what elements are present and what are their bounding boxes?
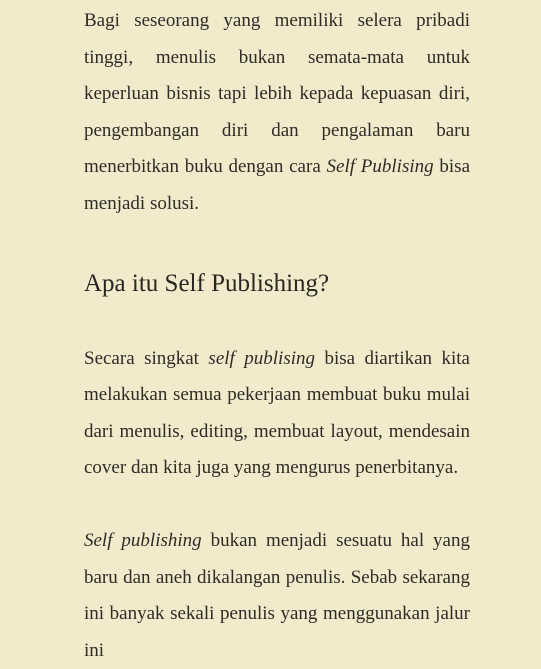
context-paragraph <box>84 523 470 669</box>
intro-paragraph <box>84 3 470 223</box>
section-heading: Apa itu Self Publishing? <box>84 269 330 297</box>
context-emphasis: Self publishing <box>84 529 202 551</box>
article-body <box>84 3 470 669</box>
spacer <box>84 223 470 267</box>
definition-emphasis: self publising <box>208 347 315 369</box>
definition-text-end: bisa diartikan kita melakukan semua pekerjaan membuat buku mulai dari menulis, editing, membuat layout, mendesain cover dan kita juga yang mengurus penerbitanya. <box>84 347 470 479</box>
intro-text: Bagi seseorang yang memiliki selera pribadi tinggi, menulis bukan semata-mata untuk keperluan bisnis tapi lebih kepada kepuasan diri, pengembangan diri dan pengalaman baru menerbitkan buku dengan cara <box>84 10 470 178</box>
intro-text-end: bisa menjadi solusi. <box>84 156 470 214</box>
definition-paragraph <box>84 341 470 487</box>
spacer <box>84 301 470 341</box>
context-text: bukan menjadi sesuatu hal yang baru dan aneh dikalangan penulis. Sebab sekarang ini banyak sekali penulis yang menggunakan jalur ini <box>84 529 470 661</box>
spacer <box>84 487 470 523</box>
definition-text-start: Secara singkat <box>84 347 209 369</box>
intro-emphasis: Self Publising <box>326 156 434 178</box>
